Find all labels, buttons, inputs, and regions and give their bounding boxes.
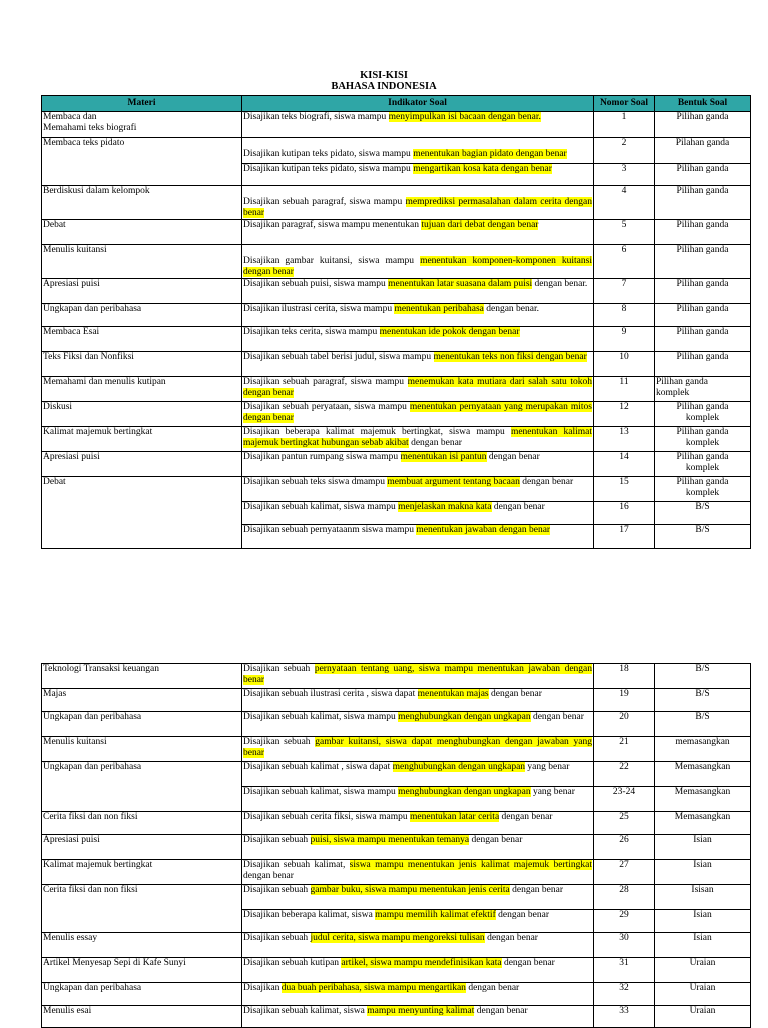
materi-cell: Membaca teks pidato — [42, 138, 242, 186]
nomor-soal-cell: 11 — [594, 377, 655, 402]
bentuk-soal-cell: Pilihan ganda komplek — [655, 477, 751, 502]
table-row — [42, 1006, 751, 1028]
indikator-text: dengan benar. — [532, 279, 588, 289]
table-row — [42, 352, 751, 377]
nomor-soal-cell: 9 — [594, 327, 655, 352]
bentuk-soal-cell: B/S — [655, 689, 751, 712]
highlighted-text: mampu memilih kalimat efektif — [375, 910, 496, 920]
indikator-text: dengan benar — [519, 477, 574, 487]
nomor-soal-cell: 16 — [594, 502, 655, 525]
bentuk-soal-cell: Pilihan ganda — [655, 186, 751, 220]
indikator-cell — [242, 787, 594, 812]
indikator-text: Disajikan kutipan teks pidato, siswa mampu — [243, 149, 411, 159]
nomor-soal-cell: 28 — [594, 885, 655, 910]
bentuk-soal-cell: B/S — [655, 525, 751, 549]
materi-cell: Menulis esai — [42, 1006, 242, 1028]
table-row — [42, 983, 751, 1006]
indikator-text: Disajikan sebuah — [243, 664, 315, 674]
bentuk-soal-cell: Pilihan ganda komplek — [655, 402, 751, 427]
table-row — [42, 452, 751, 477]
indikator-text: Disajikan pantun rumpang siswa mampu — [243, 452, 401, 462]
nomor-soal-cell: 3 — [594, 164, 655, 186]
materi-cell: Apresiasi puisi — [42, 835, 242, 860]
indikator-text: Disajikan sebuah — [243, 835, 311, 845]
table-row — [42, 812, 751, 835]
table-row — [42, 712, 751, 737]
table-row — [42, 112, 751, 138]
indikator-cell — [242, 477, 594, 502]
indikator-text: Disajikan sebuah paragraf, siswa mampu — [243, 197, 403, 207]
nomor-soal-cell: 31 — [594, 958, 655, 983]
materi-cell: Artikel Menyesap Sepi di Kafe Sunyi — [42, 958, 242, 983]
indikator-text: Disajikan sebuah kalimat, siswa mampu — [243, 787, 399, 797]
nomor-soal-cell: 8 — [594, 304, 655, 327]
nomor-soal-cell: 15 — [594, 477, 655, 502]
indikator-cell — [242, 304, 594, 327]
bentuk-soal-cell: Isian — [655, 933, 751, 958]
indikator-text: dengan benar — [488, 689, 542, 699]
highlighted-text: mengartikan kosa kata dengan benar — [413, 164, 552, 174]
kisi-kisi-table-1 — [41, 95, 751, 549]
highlighted-text: siswa mampu menentukan jenis kalimat majemuk bertingkat — [349, 860, 592, 870]
bentuk-soal-cell: Uraian — [655, 983, 751, 1006]
bentuk-soal-cell: Isian — [655, 910, 751, 933]
indikator-text: dengan benar — [465, 983, 520, 993]
nomor-soal-cell: 10 — [594, 352, 655, 377]
bentuk-soal-cell: Pilihan ganda komplek — [655, 452, 751, 477]
materi-cell: Apresiasi puisi — [42, 279, 242, 304]
nomor-soal-cell: 23-24 — [594, 787, 655, 812]
indikator-cell — [242, 112, 594, 138]
bentuk-soal-cell: Pilihan ganda — [655, 327, 751, 352]
highlighted-text: judul cerita, siswa mampu mengoreksi tulisan — [310, 933, 485, 943]
indikator-text: dengan benar — [530, 712, 584, 722]
indikator-cell — [242, 885, 594, 910]
indikator-text: Disajikan teks biografi, siswa mampu — [243, 112, 389, 122]
table-2-body — [42, 664, 751, 1028]
nomor-soal-cell: 33 — [594, 1006, 655, 1028]
table-row — [42, 933, 751, 958]
bentuk-soal-cell: Isisan — [655, 885, 751, 910]
indikator-text: Disajikan beberapa kalimat, siswa — [243, 910, 376, 920]
indikator-cell — [242, 327, 594, 352]
table-row — [42, 958, 751, 983]
highlighted-text: dua buah peribahasa, siswa mampu mengartikan — [281, 983, 466, 993]
nomor-soal-cell: 1 — [594, 112, 655, 138]
bentuk-soal-cell: Pilihan ganda komplek — [655, 427, 751, 452]
materi-cell: Ungkapan dan peribahasa — [42, 762, 242, 812]
indikator-cell — [242, 712, 594, 737]
indikator-text: Disajikan ilustrasi cerita, siswa mampu — [243, 304, 395, 314]
highlighted-text: menghubungkan dengan ungkapan — [398, 712, 531, 722]
highlighted-text: menentukan komponen-komponen kuitansi dengan benar — [243, 256, 592, 277]
materi-cell: Debat — [42, 477, 242, 549]
bentuk-soal-cell: B/S — [655, 712, 751, 737]
materi-cell: Ungkapan dan peribahasa — [42, 304, 242, 327]
indikator-text: Disajikan sebuah kalimat, siswa mampu — [243, 712, 399, 722]
table-row — [42, 138, 751, 164]
bentuk-soal-cell: Isian — [655, 835, 751, 860]
nomor-soal-cell: 22 — [594, 762, 655, 787]
indikator-text: dengan benar — [509, 885, 564, 895]
highlighted-text: tujuan dari debat dengan benar — [421, 220, 539, 230]
bentuk-soal-cell: B/S — [655, 664, 751, 689]
col-header-materi: Materi — [42, 96, 242, 112]
highlighted-text: menjelaskan makna kata — [398, 502, 492, 512]
indikator-cell — [242, 352, 594, 377]
indikator-cell — [242, 279, 594, 304]
indikator-text: dengan benar — [499, 812, 553, 822]
indikator-text: Disajikan sebuah paragraf, siswa mampu — [243, 377, 408, 387]
nomor-soal-cell: 13 — [594, 427, 655, 452]
highlighted-text: menentukan latar cerita — [410, 812, 500, 822]
indikator-text: Disajikan sebuah kalimat, siswa mampu — [243, 502, 399, 512]
table-row — [42, 664, 751, 689]
indikator-cell — [242, 402, 594, 427]
bentuk-soal-cell: Uraian — [655, 1006, 751, 1028]
bentuk-soal-cell: Pilihan ganda — [655, 245, 751, 279]
materi-cell: Diskusi — [42, 402, 242, 427]
materi-cell: Menulis essay — [42, 933, 242, 958]
col-header-bentuk: Bentuk Soal — [655, 96, 751, 112]
indikator-cell — [242, 1006, 594, 1028]
bentuk-soal-cell: Memasangkan — [655, 762, 751, 787]
indikator-cell — [242, 910, 594, 933]
indikator-text: Disajikan sebuah cerita fiksi, siswa mampu — [243, 812, 411, 822]
highlighted-text: artikel, siswa mampu mendefinisikan kata — [341, 958, 502, 968]
indikator-cell — [242, 933, 594, 958]
bentuk-soal-cell: Pilihan ganda komplek — [655, 377, 751, 402]
indikator-text: Disajikan sebuah ilustrasi cerita , siswa dapat — [243, 689, 418, 699]
indikator-text: Disajikan kutipan teks pidato, siswa mampu — [243, 164, 414, 174]
indikator-text: Disajikan sebuah tabel berisi judul, siswa mampu — [243, 352, 434, 362]
indikator-cell — [242, 664, 594, 689]
nomor-soal-cell: 27 — [594, 860, 655, 885]
nomor-soal-cell: 12 — [594, 402, 655, 427]
indikator-text: Disajikan beberapa kalimat majemuk bertingkat, siswa mampu — [243, 427, 511, 437]
indikator-text: Disajikan sebuah kalimat , siswa dapat — [243, 762, 393, 772]
indikator-text: dengan benar — [491, 502, 545, 512]
indikator-text: Disajikan teks cerita, siswa mampu — [243, 327, 380, 337]
col-header-indikator: Indikator Soal — [242, 96, 594, 112]
highlighted-text: mampu menyunting kalimat — [367, 1006, 475, 1016]
indikator-cell — [242, 186, 594, 220]
indikator-text: dengan benar — [469, 835, 523, 845]
nomor-soal-cell: 14 — [594, 452, 655, 477]
indikator-cell — [242, 427, 594, 452]
indikator-text: dengan benar — [243, 871, 294, 881]
materi-cell: Ungkapan dan peribahasa — [42, 983, 242, 1006]
nomor-soal-cell: 29 — [594, 910, 655, 933]
indikator-text: yang benar — [525, 762, 570, 772]
materi-cell: Membaca Esai — [42, 327, 242, 352]
indikator-text: Disajikan sebuah puisi, siswa mampu — [243, 279, 389, 289]
nomor-soal-cell: 4 — [594, 186, 655, 220]
highlighted-text: menentukan peribahasa — [394, 304, 484, 314]
indikator-text: Disajikan sebuah kalimat, siswa — [243, 1006, 368, 1016]
indikator-text: Disajikan sebuah — [243, 933, 311, 943]
bentuk-soal-cell: Pilihan ganda — [655, 164, 751, 186]
highlighted-text: gambar buku, siswa mampu menentukan jenis cerita — [310, 885, 510, 895]
highlighted-text: menghubungkan dengan ungkapan — [398, 787, 531, 797]
materi-cell: Menulis kuitansi — [42, 737, 242, 762]
indikator-cell — [242, 762, 594, 787]
nomor-soal-cell: 7 — [594, 279, 655, 304]
indikator-text: Disajikan sebuah — [243, 737, 316, 747]
materi-cell: Debat — [42, 220, 242, 245]
table-row — [42, 689, 751, 712]
table-row — [42, 186, 751, 220]
highlighted-text: menghubungkan dengan ungkapan — [392, 762, 526, 772]
indikator-text: Disajikan sebuah pernyataanm siswa mampu — [243, 525, 417, 535]
materi-cell: Cerita fiksi dan non fiksi — [42, 885, 242, 933]
indikator-text: Disajikan sebuah — [243, 885, 311, 895]
table-row — [42, 377, 751, 402]
table-row — [42, 885, 751, 910]
indikator-text: dengan benar. — [483, 304, 540, 314]
table-header-row — [42, 96, 751, 112]
indikator-text: Disajikan — [243, 983, 282, 993]
bentuk-soal-cell: Pilihan ganda — [655, 304, 751, 327]
materi-cell: Kalimat majemuk bertingkat — [42, 427, 242, 452]
highlighted-text: menyimpulkan isi bacaan dengan benar. — [388, 112, 541, 122]
nomor-soal-cell: 26 — [594, 835, 655, 860]
materi-cell: Ungkapan dan peribahasa — [42, 712, 242, 737]
table-row — [42, 762, 751, 787]
col-header-nomor: Nomor Soal — [594, 96, 655, 112]
highlighted-text: menemukan kata mutiara dari salah satu tokoh dengan benar — [243, 377, 592, 398]
table-row — [42, 427, 751, 452]
bentuk-soal-cell: Pilihan ganda — [655, 352, 751, 377]
table-row — [42, 279, 751, 304]
nomor-soal-cell: 18 — [594, 664, 655, 689]
materi-cell: Teks Fiksi dan Nonfiksi — [42, 352, 242, 377]
indikator-text: yang benar — [530, 787, 575, 797]
bentuk-soal-cell: Pilahan ganda — [655, 138, 751, 164]
nomor-soal-cell: 6 — [594, 245, 655, 279]
nomor-soal-cell: 21 — [594, 737, 655, 762]
table-row — [42, 327, 751, 352]
highlighted-text: menentukan pernyataan yang merupakan mitos dengan benar — [243, 402, 592, 423]
indikator-cell — [242, 138, 594, 164]
indikator-text: Disajikan gambar kuitansi, siswa mampu — [243, 256, 415, 266]
indikator-cell — [242, 983, 594, 1006]
materi-cell: Menulis kuitansi — [42, 245, 242, 279]
bentuk-soal-cell: Memasangkan — [655, 787, 751, 812]
highlighted-text: menentukan isi pantun — [400, 452, 487, 462]
indikator-text: Disajikan sebuah teks siswa dmampu — [243, 477, 388, 487]
table-1-body — [42, 112, 751, 549]
highlighted-text: menentukan kalimat majemuk bertingkat hubungan sebab akibat — [243, 427, 593, 448]
doc-title: KISI-KISI — [360, 70, 408, 81]
indikator-cell — [242, 860, 594, 885]
bentuk-soal-cell: Memasangkan — [655, 812, 751, 835]
indikator-text: dengan benar — [474, 1006, 528, 1016]
indikator-text: dengan benar — [501, 958, 555, 968]
materi-cell: Memahami dan menulis kutipan — [42, 377, 242, 402]
nomor-soal-cell: 32 — [594, 983, 655, 1006]
indikator-text: Disajikan paragraf, siswa mampu menentukan — [243, 220, 422, 230]
kisi-kisi-table-2 — [41, 663, 751, 1028]
nomor-soal-cell: 20 — [594, 712, 655, 737]
table-row — [42, 477, 751, 502]
table-row — [42, 402, 751, 427]
highlighted-text: memprediksi permasalahan dalam cerita dengan benar — [243, 197, 592, 218]
materi-cell: Membaca dan Memahami teks biografi — [42, 112, 242, 138]
indikator-text: Disajikan sebuah kalimat, — [243, 860, 350, 870]
highlighted-text: pernyataan tentang uang, siswa mampu menentukan jawaban dengan benar — [243, 664, 593, 685]
bentuk-soal-cell: Pilihan ganda — [655, 112, 751, 138]
indikator-text: dengan benar — [408, 438, 462, 448]
bentuk-soal-cell: B/S — [655, 502, 751, 525]
indikator-cell — [242, 377, 594, 402]
table-row — [42, 304, 751, 327]
nomor-soal-cell: 30 — [594, 933, 655, 958]
indikator-text: dengan benar — [486, 452, 540, 462]
materi-cell: Teknologi Transaksi keuangan — [42, 664, 242, 689]
highlighted-text: membuat argument tentang bacaan — [387, 477, 520, 487]
table-row — [42, 860, 751, 885]
materi-cell: Apresiasi puisi — [42, 452, 242, 477]
nomor-soal-cell: 17 — [594, 525, 655, 549]
indikator-cell — [242, 164, 594, 186]
indikator-text: dengan benar — [484, 933, 538, 943]
indikator-cell — [242, 502, 594, 525]
highlighted-text: gambar kuitansi, siswa dapat menghubungkan dengan jawaban yang benar — [243, 737, 592, 758]
indikator-cell — [242, 737, 594, 762]
highlighted-text: puisi, siswa mampu menentukan temanya — [310, 835, 470, 845]
materi-cell: Cerita fiksi dan non fiksi — [42, 812, 242, 835]
highlighted-text: menentukan ide pokok dengan benar — [379, 327, 520, 337]
doc-subtitle: BAHASA INDONESIA — [331, 81, 437, 92]
indikator-text: Disajikan sebuah peryataan, siswa mampu — [243, 402, 410, 412]
bentuk-soal-cell: Isian — [655, 860, 751, 885]
nomor-soal-cell: 5 — [594, 220, 655, 245]
bentuk-soal-cell: memasangkan — [655, 737, 751, 762]
nomor-soal-cell: 19 — [594, 689, 655, 712]
highlighted-text: menentukan majas — [417, 689, 489, 699]
materi-cell: Kalimat majemuk bertingkat — [42, 860, 242, 885]
table-row — [42, 220, 751, 245]
highlighted-text: menentukan bagian pidato dengan benar — [413, 149, 567, 159]
indikator-cell — [242, 689, 594, 712]
indikator-cell — [242, 835, 594, 860]
indikator-cell — [242, 525, 594, 549]
indikator-cell — [242, 245, 594, 279]
bentuk-soal-cell: Pilihan ganda — [655, 279, 751, 304]
bentuk-soal-cell: Uraian — [655, 958, 751, 983]
indikator-text: dengan benar — [495, 910, 550, 920]
highlighted-text: menentukan teks non fiksi dengan benar — [433, 352, 587, 362]
indikator-cell — [242, 452, 594, 477]
indikator-text: Disajikan sebuah kutipan — [243, 958, 342, 968]
highlighted-text: menentukan latar suasana dalam puisi — [388, 279, 533, 289]
nomor-soal-cell: 25 — [594, 812, 655, 835]
materi-cell: Berdiskusi dalam kelompok — [42, 186, 242, 220]
indikator-cell — [242, 812, 594, 835]
table-row — [42, 737, 751, 762]
highlighted-text: menentukan jawaban dengan benar — [416, 525, 551, 535]
table-row — [42, 835, 751, 860]
indikator-cell — [242, 958, 594, 983]
nomor-soal-cell: 2 — [594, 138, 655, 164]
bentuk-soal-cell: Pilihan ganda — [655, 220, 751, 245]
table-row — [42, 245, 751, 279]
materi-cell: Majas — [42, 689, 242, 712]
indikator-cell — [242, 220, 594, 245]
